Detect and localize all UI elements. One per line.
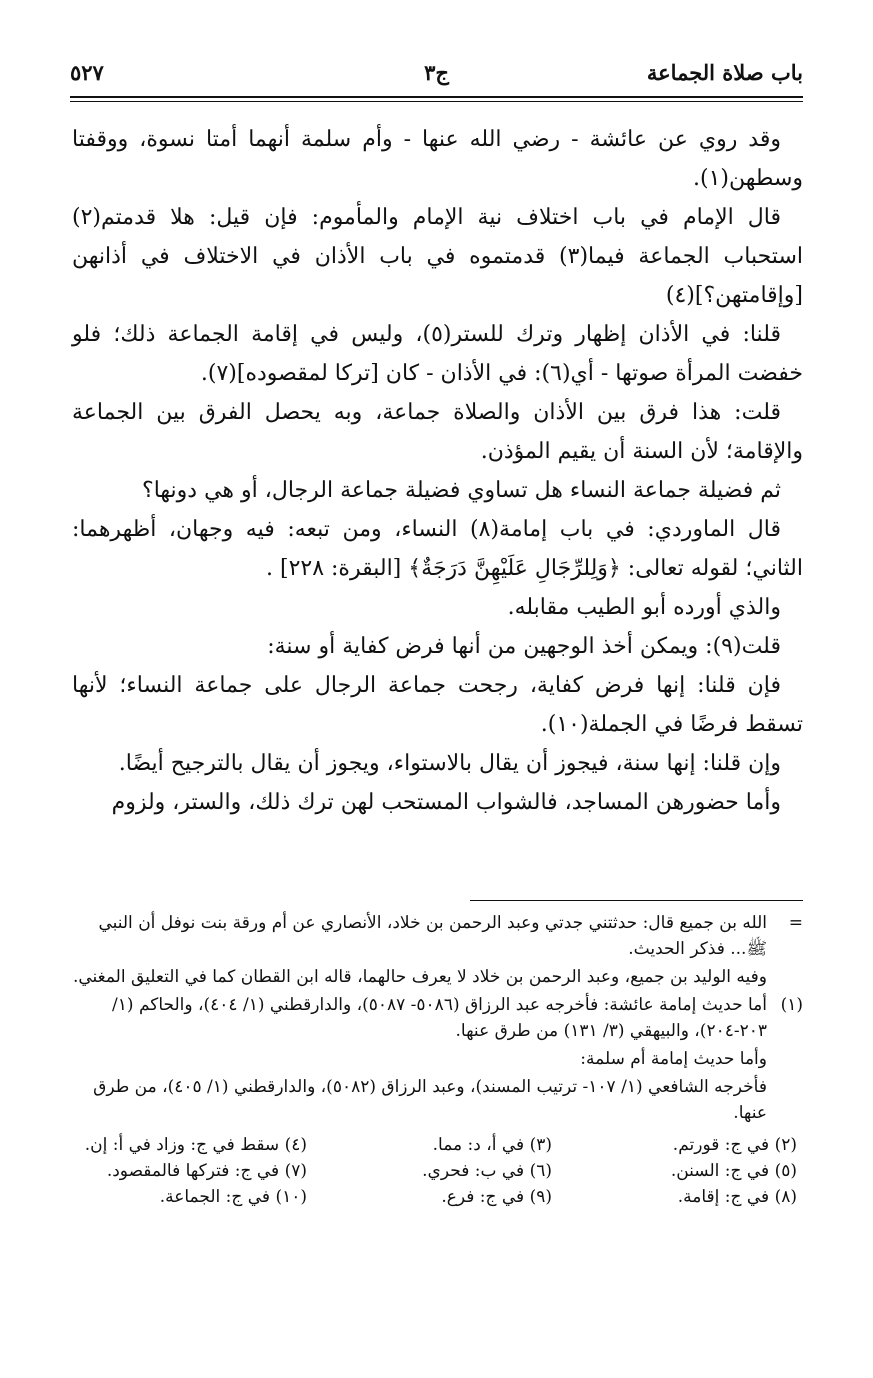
running-header xyxy=(70,60,803,94)
footnote-1-cont xyxy=(72,1046,803,1072)
paragraph: قال الإمام في باب اختلاف نية الإمام والمأموم: فإن قيل: هلا قدمتم(٢) استحباب الجماعة فيما(٣) قدمتموه في باب الأذان في الاختلاف في أذانهن [وإقامتهن؟](٤) xyxy=(72,205,803,308)
footnote-1 xyxy=(72,992,803,1044)
footnote-continued xyxy=(72,964,803,990)
footnote-separator xyxy=(470,900,803,901)
continuation-mark: = xyxy=(788,913,803,933)
short-footnotes xyxy=(72,1132,803,1210)
paragraph: ثم فضيلة جماعة النساء هل تساوي فضيلة جماعة الرجال، أو هي دونها؟ xyxy=(142,478,781,503)
footnote-8: (٨) في ج: إقامة. xyxy=(677,1187,797,1207)
footnote-5: (٥) في ج: السنن. xyxy=(670,1161,797,1181)
footnotes xyxy=(72,910,803,1210)
footnote-6: (٦) في ب: فحري. xyxy=(422,1161,552,1181)
footnote-7: (٧) في ج: فتركها فالمقصود. xyxy=(106,1161,307,1181)
footnote-9: (٩) في ج: فرع. xyxy=(441,1187,552,1207)
paragraph: فإن قلنا: إنها فرض كفاية، رجحت جماعة الرجال على جماعة النساء؛ لأنها تسقط فرضًا في الجملة(١٠). xyxy=(72,673,803,737)
paragraph: قلنا: في الأذان إظهار وترك للستر(٥)، وليس في إقامة الجماعة ذلك؛ فلو خفضت المرأة صوتها - أي(٦): في الأذان - كان [تركا لمقصوده](٧). xyxy=(72,322,803,386)
volume-label: ج٣ xyxy=(424,60,449,85)
paragraph: وقد روي عن عائشة - رضي الله عنها - وأم سلمة أنهما أمتا نسوة، ووقفتا وسطهن(١). xyxy=(72,127,803,191)
footnote-1-cont xyxy=(72,1074,803,1126)
footnote-text: فأخرجه الشافعي (١/ ١٠٧- ترتيب المسند)، وعبد الرزاق (٥٠٨٢)، والدارقطني (١/ ٤٠٥)، من طرق عنها. xyxy=(93,1077,767,1123)
footnote-10: (١٠) في ج: الجماعة. xyxy=(159,1187,307,1207)
header-rule-thin xyxy=(70,101,803,102)
header-rule xyxy=(70,96,803,98)
paragraph: وإن قلنا: إنها سنة، فيجوز أن يقال بالاستواء، ويجوز أن يقال بالترجيح أيضًا. xyxy=(118,751,781,776)
chapter-title: باب صلاة الجماعة xyxy=(646,60,803,85)
main-text xyxy=(72,120,803,822)
footnote-4: (٤) سقط في ج: وزاد في أ: إن. xyxy=(84,1135,307,1155)
footnote-2: (٢) في ج: قورتم. xyxy=(672,1135,797,1155)
footnote-marker: (١) xyxy=(780,995,803,1015)
page-number: ٥٢٧ xyxy=(70,60,104,85)
footnote-3: (٣) في أ، د: مما. xyxy=(432,1135,552,1155)
footnote-text: أما حديث إمامة عائشة: فأخرجه عبد الرزاق (٥٠٨٦- ٥٠٨٧)، والدارقطني (١/ ٤٠٤)، والحاكم (١/ ٢٠٣-٢٠٤)، والبيهقي (٣/ ١٣١) من طرق عنها. xyxy=(112,995,767,1041)
footnote-text: وفيه الوليد بن جميع، وعبد الرحمن بن خلاد لا يعرف حالهما، قاله ابن القطان كما في التعليق المغني. xyxy=(72,967,767,987)
footnote-continued xyxy=(72,910,803,962)
paragraph: قال الماوردي: في باب إمامة(٨) النساء، ومن تبعه: فيه وجهان، أظهرهما: الثاني؛ لقوله تعالى: ﴿وَلِلرِّجَالِ عَلَيْهِنَّ دَرَجَةٌ﴾ [البقرة: ٢٢٨] . xyxy=(72,517,803,581)
footnote-text: الله بن جميع قال: حدثتني جدتي وعبد الرحمن بن خلاد، الأنصاري عن أم ورقة بنت نوفل أن النبي ﷺ... فذكر الحديث. xyxy=(98,913,767,959)
paragraph: والذي أورده أبو الطيب مقابله. xyxy=(507,595,781,620)
paragraph: قلت: هذا فرق بين الأذان والصلاة جماعة، وبه يحصل الفرق بين الجماعة والإقامة؛ لأن السنة أن يقيم المؤذن. xyxy=(72,400,803,464)
footnote-text: وأما حديث إمامة أم سلمة: xyxy=(580,1049,767,1069)
paragraph: قلت(٩): ويمكن أخذ الوجهين من أنها فرض كفاية أو سنة: xyxy=(267,634,781,659)
paragraph: وأما حضورهن المساجد، فالشواب المستحب لهن ترك ذلك، والستر، ولزوم xyxy=(111,790,781,815)
